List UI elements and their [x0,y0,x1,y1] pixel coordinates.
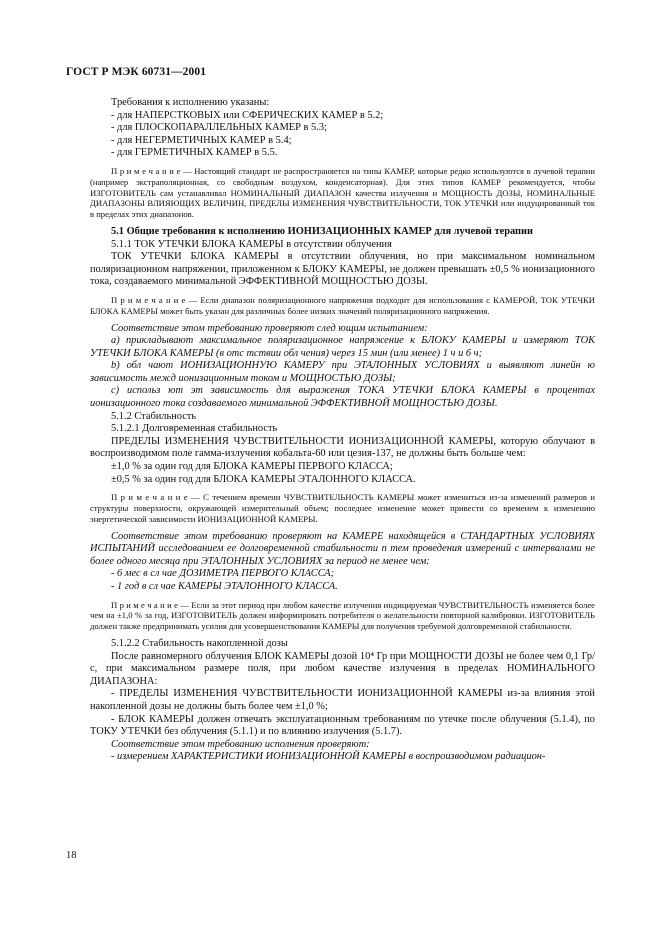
list-item: ±1,0 % за один год для БЛОКА КАМЕРЫ ПЕРВОГО КЛАССА; [111,461,393,473]
paragraph: - для НЕГЕРМЕТИЧНЫХ КАМЕР в 5.4; [111,134,292,146]
subsection-heading: 5.1.2.2 Стабильность накопленной дозы [111,637,288,649]
paragraph: После равномерного облучения БЛОК КАМЕРЫ дозой 10⁴ Гр при МОЩНОСТИ ДОЗЫ не более чем 0,1 Гр/с, при максимальном размере поля, при любом качестве излучения в пределах НОМИНАЛЬНОГО ДИАПАЗОНА: [90,650,595,687]
compliance-paragraph: Соответствие этом требованию исполнения проверяют: [111,738,370,750]
note-paragraph: П р и м е ч а н и е — Если за этот период при любом качестве излучения индицируемая ЧУВСТВИТЕЛЬНОСТЬ изменяется более чем на ±1,0 % за год, ИЗГОТОВИТЕЛЬ должен информировать потребителя о желательности повторной калибровки. ИЗГОТОВИТЕЛЬ должен также предпринимать усилия для усовершенствования КАМЕРЫ для получения требуемой долговременной стабильности. [90,599,595,632]
page-number: 18 [66,850,77,861]
subsection-heading: 5.1.2.1 Долговременная стабильность [111,423,278,435]
paragraph: - для ПЛОСКОПАРАЛЛЕЛЬНЫХ КАМЕР в 5.3; [111,122,327,134]
subsection-heading: 5.1.2 Стабильность [111,410,197,422]
list-item: - БЛОК КАМЕРЫ должен отвечать эксплуатационным требованиям по утечке после облучения (5.1.4), по ТОКУ УТЕЧКИ без облучения (5.1.1) и по влиянию излучения (5.1.7). [90,713,595,738]
document-header: ГОСТ Р МЭК 60731—2001 [66,66,207,78]
compliance-paragraph: Соответствие этом требованию проверяют на КАМЕРЕ находящейся в СТАНДАРТНЫХ УСЛОВИЯХ ИСПЫТАНИЙ исследованием ее долговременной стабильности п тем проведения измерений с интервалами не более одного месяца при ЭТАЛОННЫХ УСЛОВИЯХ за период не менее чем: [90,530,595,567]
paragraph: ПРЕДЕЛЫ ИЗМЕНЕНИЯ ЧУВСТВИТЕЛЬНОСТИ ИОНИЗАЦИОННОЙ КАМЕРЫ, которую облучают в воспроизводимом поле гамма-излучения кобальта-60 или цезия-137, не должны быть больше чем: [90,435,595,460]
compliance-item: с) использ ют эт зависимость для выражения ТОКА УТЕЧКИ БЛОКА КАМЕРЫ в процентах ионизационного тока создаваемого минимальной ЭФФЕКТИВНОЙ МОЩНОСТЬЮ ДОЗЫ. [90,385,595,410]
compliance-item: - измерением ХАРАКТЕРИСТИКИ ИОНИЗАЦИОННОЙ КАМЕРЫ в воспроизводимом радиацион- [111,751,546,763]
compliance-item: b) обл чают ИОНИЗАЦИОННУЮ КАМЕРУ при ЭТАЛОННЫХ УСЛОВИЯХ и выявляют линейн ю зависимость межд ионизационным током и МОЩНОСТЬЮ ДОЗЫ; [90,360,595,384]
note-paragraph: П р и м е ч а н и е — Настоящий стандарт не распространяется на типы КАМЕР, которые редко используются в лучевой терапии (например экстраполяционная, со свободным воздухом, конденсаторная). Для этих типов КАМЕР рекомендуется, чтобы ИЗГОТОВИТЕЛЬ сам устанавливал НОМИНАЛЬНЫЙ ДИАПАЗОН качества излучения и МОЩНОСТЬ ДОЗЫ, НОМИНАЛЬНЫЕ ДИАПАЗОНЫ ВЛИЯЮЩИХ ВЕЛИЧИН, ПРЕДЕЛЫ ИЗМЕНЕНИЯ ЧУВСТВИТЕЛЬНОСТИ, ТОК УТЕЧКИ или индуцированный ток в пределах этих диапазонов. [90,165,595,220]
compliance-item: а) прикладывают максимальное поляризационное напряжение к БЛОКУ КАМЕРЫ и измеряют ТОК УТЕЧКИ БЛОКА КАМЕРЫ (в отс тствии обл чения) через 15 мин (или менее) 1 ч и 6 ч; [90,335,595,359]
note-paragraph: П р и м е ч а н и е — Если диапазон поляризационного напряжения подходит для использования с КАМЕРОЙ, ТОК УТЕЧКИ БЛОКА КАМЕРЫ может быть указан для различных более низких значений поляризационного напряжения. [90,294,595,316]
paragraph: - для НАПЕРСТКОВЫХ или СФЕРИЧЕСКИХ КАМЕР в 5.2; [111,109,384,121]
section-heading: 5.1 Общие требования к исполнению ИОНИЗАЦИОННЫХ КАМЕР для лучевой терапии [111,225,534,237]
paragraph: - для ГЕРМЕТИЧНЫХ КАМЕР в 5.5. [111,147,278,159]
compliance-paragraph: Соответствие этом требованию проверяют след ющим испытанием: [111,322,428,334]
list-item: ±0,5 % за один год для БЛОКА КАМЕРЫ ЭТАЛОННОГО КЛАССА. [111,473,416,485]
compliance-item: - 1 год в сл чае КАМЕРЫ ЭТАЛОННОГО КЛАССА. [111,581,338,592]
compliance-item: - 6 мес в сл чае ДОЗИМЕТРА ПЕРВОГО КЛАССА; [111,568,335,580]
note-paragraph: П р и м е ч а н и е — С течением времени ЧУВСТВИТЕЛЬНОСТЬ КАМЕРЫ может измениться из-за изменений размеров и структуры поверхности, окружающей измерительный объем; последнее изменение может привести со временем к изменению энергетической зависимости ИОНИЗАЦИОННОЙ КАМЕРЫ. [90,492,595,524]
paragraph: Требования к исполнению указаны: [111,97,270,108]
document-body [90,97,595,764]
list-item: - ПРЕДЕЛЫ ИЗМЕНЕНИЯ ЧУВСТВИТЕЛЬНОСТИ ИОНИЗАЦИОННОЙ КАМЕРЫ из-за влияния этой накопленной дозы не должны быть более чем ±1,0 %; [90,688,595,712]
paragraph: ТОК УТЕЧКИ БЛОКА КАМЕРЫ в отсутствии облучения, но при максимальном номинальном поляризационном напряжении, приложенном к БЛОКУ КАМЕРЫ, не должен превышать ±0,5 % ионизационного тока, создаваемого минимальной ЭФФЕКТИВНОЙ МОЩНОСТЬЮ ДОЗЫ. [90,251,595,288]
subsection-heading: 5.1.1 ТОК УТЕЧКИ БЛОКА КАМЕРЫ в отсутствии облучения [111,238,392,250]
